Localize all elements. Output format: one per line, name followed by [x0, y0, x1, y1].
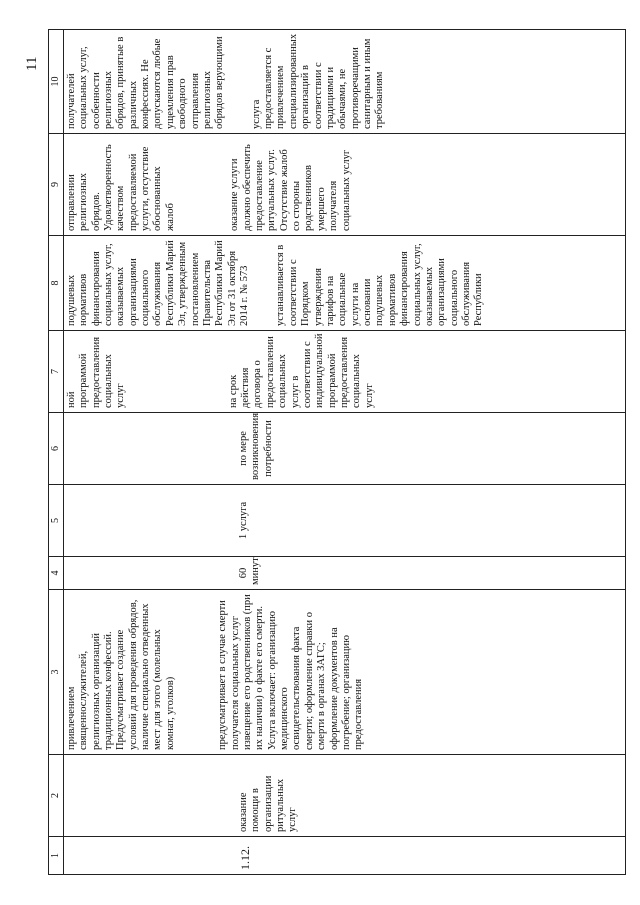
periodicity: по мере возникновения потребности: [237, 412, 274, 480]
table-row: [63, 30, 625, 875]
quality-cell: [63, 134, 625, 236]
column-header: 3: [49, 590, 64, 755]
periodicity-cell: [63, 413, 625, 485]
description-continued: привлечением священнослужителей, религиозных организаций традиционных конфессий.: [65, 631, 114, 750]
header-row: [49, 30, 64, 875]
conditions-continued: получателей социальных услуг, особенности религиозных обрядов, принятые в различных конфессиях. Не допускаются любые ущемления прав свободного отправления религиозных обрядов верующими: [65, 36, 226, 129]
quality-continued: отправлении религиозных обрядов. Удовлетворенность качеством предоставляемой услуги, отсутствие обоснованных жалоб: [65, 144, 176, 231]
column-header: 4: [49, 557, 64, 590]
conditions: услуга предоставляется с привлечением специализированных организаций в соответствии с традициями и обычаями, не противоречащими санитарным и иным требованиям: [250, 33, 386, 129]
column-header: 5: [49, 485, 64, 557]
column-header: 7: [49, 331, 64, 413]
page-number: 11: [24, 56, 40, 71]
duration: 60 минут: [237, 557, 262, 585]
description-continued-2: Предусматривает создание условий для проведения обрядов, наличие специально отведенных мест для этого (молельных комнат, уголков): [115, 599, 176, 750]
column-header: 9: [49, 134, 64, 236]
description-cell: [63, 590, 625, 755]
tariff-cell: [63, 236, 625, 331]
unit-cell: [63, 485, 625, 557]
term-cell: [63, 331, 625, 413]
column-header: 8: [49, 236, 64, 331]
term-continued: ной программой предоставления социальных услуг: [65, 336, 127, 408]
tariff: устанавливается в соответствии с Порядком утверждения тарифов на социальные услуги на основании подушевых нормативов финансирования социальных услуг, оказываемых организациями социального обслуживания Республики: [275, 243, 485, 326]
services-table: [48, 29, 626, 875]
row-number: [63, 837, 625, 875]
service-description: предусматривает в случае смерти получателя социальных услуг извещение его родственников (при их наличии) о факте его смерти. Услуга включает: организацию медицинского освидетельствования факта смерти; оформление справки о смерти в органах ЗАГС; оформление документов на погребение; организацию предоставления: [217, 594, 365, 750]
term: на срок действия договора о предоставлении социальных услуг в соответствии с индивидуальной программой предоставления социальных услуг: [227, 333, 375, 408]
tariff-continued: подушевых нормативов финансирования социальных услуг, оказываемых организациями социального обслуживания Республики Марий Эл, утвержденным постановлением Правительства Республики Марий Эл от 31 октября 2014 г. № 573: [65, 240, 251, 326]
column-header: 1: [49, 837, 64, 875]
column-header: 10: [49, 30, 64, 134]
service-name-cell: [63, 755, 625, 837]
column-header: 6: [49, 413, 64, 485]
duration-cell: [63, 557, 625, 590]
service-name: оказание помощи в организации ритуальных услуг: [237, 775, 299, 832]
service-unit: 1 услуга: [237, 501, 249, 540]
column-header: 2: [49, 755, 64, 837]
quality: оказание услуги должно обеспечить предоставление ритуальных услуг. Отсутствие жалоб со стороны родственников умершего получателя социальных услуг: [229, 144, 352, 231]
conditions-cell: [63, 30, 625, 134]
row-number-text: 1.12.: [237, 846, 252, 870]
